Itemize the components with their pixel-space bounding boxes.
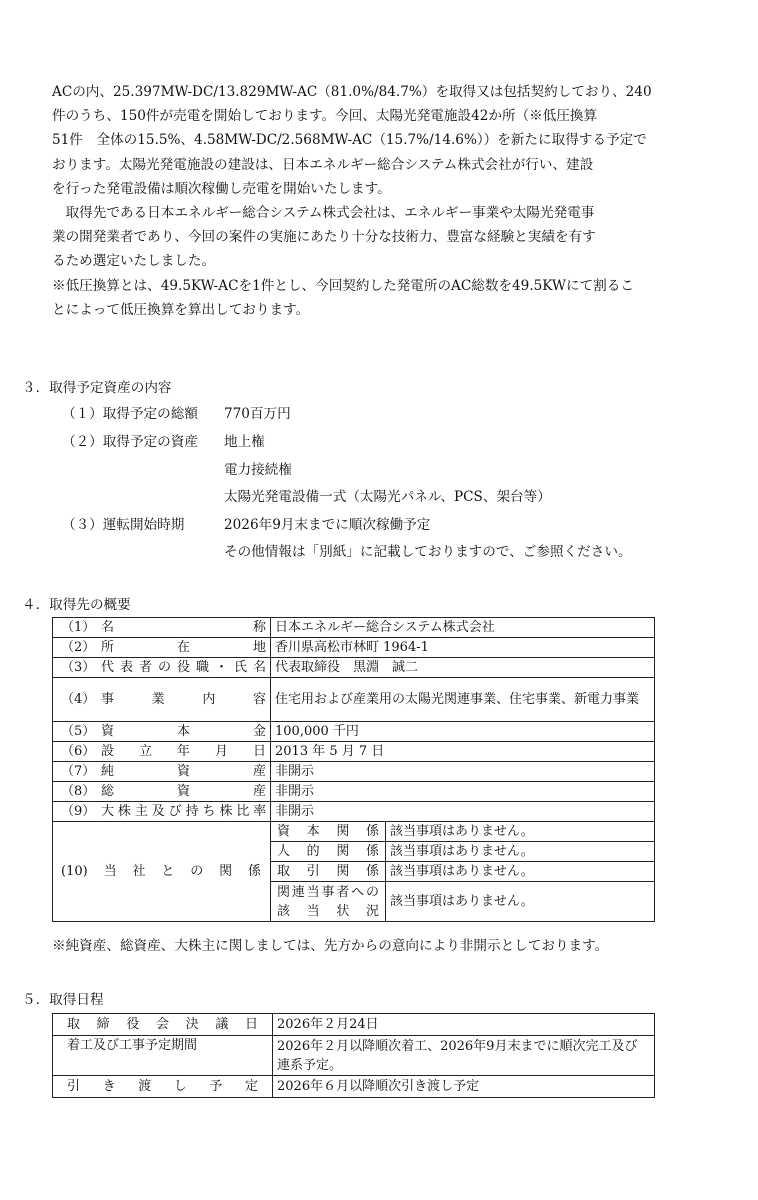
row-value: 香川県高松市林町 1964-1 (271, 638, 655, 658)
row-label (53, 762, 271, 782)
intro-line: ACの内、25.397MW-DC/13.829MW-AC（81.0%/84.7%）を取得又は包括契約しており、240 (52, 84, 652, 100)
row-value: 非開示 (271, 782, 655, 802)
intro-line: とによって低圧換算を算出しております。 (52, 301, 310, 318)
row-label-text: 総資産 (101, 784, 266, 799)
row-number: （5） (61, 724, 96, 739)
table-row (53, 678, 655, 722)
section3-item3-label: （３）運転開始時期 (62, 517, 185, 533)
row-number: （4） (61, 692, 96, 707)
relation-label-text: (10)当社との関係 (61, 864, 261, 879)
row-label-text: 純資産 (101, 764, 266, 779)
counterparty-table (52, 617, 655, 922)
schedule-label-text: 取締役会決議日 (67, 1017, 258, 1032)
row-value: 非開示 (271, 802, 655, 822)
intro-line: ※低圧換算とは、49.5KW-ACを1件とし、今回契約した発電所のAC総数を49.5KWにて割るこ (52, 277, 634, 294)
row-label (53, 638, 271, 658)
relation-type-text: 資本関係 (277, 824, 379, 839)
relation-type (271, 862, 386, 882)
row-label-text: 資本金 (101, 724, 266, 739)
table-row (53, 782, 655, 802)
table-row (53, 1036, 655, 1076)
schedule-label (53, 1076, 273, 1098)
row-label-text: 代表者の役職・氏名 (101, 660, 266, 675)
table-row (53, 822, 655, 842)
table-row (53, 722, 655, 742)
row-label (53, 782, 271, 802)
section3-item1-value: 770百万円 (224, 406, 291, 422)
schedule-label (53, 1036, 273, 1076)
intro-line: おります。太陽光発電施設の建設は、日本エネルギー総合システム株式会社が行い、建設 (52, 156, 594, 173)
relation-label (53, 822, 271, 922)
schedule-table (52, 1013, 655, 1098)
row-number: （2） (61, 640, 96, 655)
row-label-text: 事業内容 (101, 692, 266, 707)
row-value: 住宅用および産業用の太陽光関連事業、住宅事業、新電力事業 (271, 678, 655, 722)
schedule-value: 2026年２月24日 (273, 1014, 655, 1036)
relation-value: 該当事項はありません。 (386, 862, 655, 882)
row-number: （6） (61, 744, 96, 759)
section3-item3-value: 2026年9月末までに順次稼働予定 (224, 517, 431, 533)
relation-type (271, 882, 386, 922)
section3-item2-label: （２）取得予定の資産 (62, 434, 198, 450)
row-label (53, 722, 271, 742)
row-value: 非開示 (271, 762, 655, 782)
relation-value: 該当事項はありません。 (386, 842, 655, 862)
relation-type-line1: 関連当事者への (277, 884, 379, 900)
relation-type-text: 人的関係 (277, 844, 379, 859)
section5-heading: ５．取得日程 (22, 992, 104, 1008)
relation-value: 該当事項はありません。 (386, 882, 655, 922)
relation-type-line2: 該当状況 (277, 903, 379, 919)
relation-value: 該当事項はありません。 (386, 822, 655, 842)
row-number: （7） (61, 764, 96, 779)
intro-paragraph (52, 80, 702, 322)
row-label (53, 678, 271, 722)
section3-item1-label: （１）取得予定の総額 (62, 406, 198, 422)
section3-other-info: その他情報は「別紙」に記載しておりますので、ご参照ください。 (224, 544, 632, 560)
table-row (53, 638, 655, 658)
row-label-text: 所在地 (101, 640, 266, 655)
schedule-label-text: 引き渡し予定 (67, 1079, 258, 1094)
row-value: 日本エネルギー総合システム株式会社 (271, 618, 655, 638)
row-label (53, 742, 271, 762)
intro-line: 件のうち、150件が売電を開始しております。今回、太陽光発電施設42か所（※低圧換算 (52, 108, 598, 125)
row-value: 代表取締役 黒淵 誠二 (271, 658, 655, 678)
row-number: （9） (61, 804, 96, 819)
table-row (53, 1014, 655, 1036)
relation-type (271, 822, 386, 842)
table-row (53, 802, 655, 822)
table-row (53, 618, 655, 638)
intro-line: 51件 全体の15.5%、4.58MW-DC/2.568MW-AC（15.7%/14.6%））を新たに取得する予定で (52, 132, 647, 149)
section3-item2-value: 電力接続権 (224, 462, 292, 478)
table-row (53, 1076, 655, 1098)
schedule-label (53, 1014, 273, 1036)
row-label (53, 802, 271, 822)
row-label (53, 658, 271, 678)
row-label-text: 大株主及び持ち株比率 (101, 804, 266, 819)
row-label-text: 設立年月日 (101, 744, 266, 759)
row-label (53, 618, 271, 638)
schedule-label-text: 着工及び工事予定期間 (67, 1038, 198, 1053)
row-number: （1） (61, 620, 96, 635)
section3-item2-value: 太陽光発電設備一式（太陽光パネル、PCS、架台等） (224, 489, 551, 505)
table-row (53, 658, 655, 678)
row-value: 100,000 千円 (271, 722, 655, 742)
relation-type-text: 取引関係 (277, 864, 379, 879)
section4-heading: ４．取得先の概要 (22, 597, 131, 613)
row-label-text: 名称 (101, 620, 266, 635)
relation-type (271, 842, 386, 862)
intro-line: るため選定いたしました。 (52, 253, 216, 270)
row-number: （8） (61, 784, 96, 799)
intro-line: 取得先である日本エネルギー総合システム株式会社は、エネルギー事業や太陽光発電事 (52, 205, 595, 222)
section4-note: ※純資産、総資産、大株主に関しましては、先方からの意向により非開示としております。 (52, 938, 609, 954)
row-value: 2013 年 5 月 7 日 (271, 742, 655, 762)
row-number: （3） (61, 660, 96, 675)
schedule-value: 2026年２月以降順次着工、2026年9月末までに順次完工及び連系予定。 (273, 1036, 655, 1076)
intro-line: 業の開発業者であり、今回の案件の実施にあたり十分な技術力、豊富な経験と実績を有す (52, 229, 596, 246)
section3-heading: ３．取得予定資産の内容 (22, 380, 172, 396)
intro-line: を行った発電設備は順次稼働し売電を開始いたします。 (52, 180, 391, 197)
table-row (53, 742, 655, 762)
schedule-value: 2026年６月以降順次引き渡し予定 (273, 1076, 655, 1098)
table-row (53, 762, 655, 782)
section3-item2-value: 地上権 (224, 434, 265, 450)
